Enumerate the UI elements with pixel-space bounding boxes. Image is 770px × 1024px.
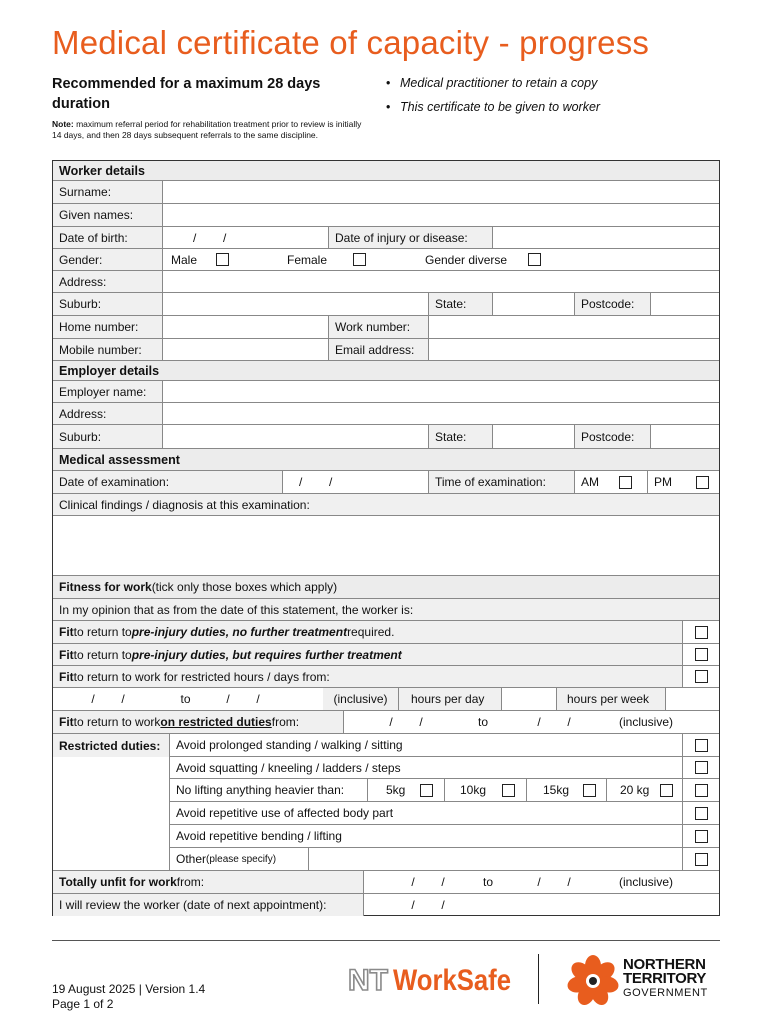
mobile-number-field[interactable] [163, 339, 328, 360]
fit-restricted-hours-label [53, 666, 682, 687]
page-title: Medical certificate of capacity - progress [52, 24, 650, 61]
am-checkbox[interactable] [619, 476, 632, 489]
other-note: (please specify) [206, 853, 277, 865]
footer-divider [52, 940, 720, 941]
gender-diverse-label: Gender diverse [425, 252, 508, 267]
surname-label: Surname: [53, 181, 162, 203]
given-names-field[interactable] [163, 204, 719, 226]
gov-line1: NORTHERN [623, 956, 706, 973]
dob-field[interactable]: / / [193, 230, 227, 245]
employer-address-label: Address: [53, 403, 162, 424]
employer-suburb-field[interactable] [163, 425, 428, 448]
duties-to-label: to [477, 715, 488, 729]
clinical-label-row [53, 494, 719, 516]
fit-restricted-hours-checkbox[interactable] [695, 670, 708, 683]
nt-government-flower-icon [566, 954, 620, 1008]
bullet-retain-copy: • Medical practitioner to retain a copy [400, 76, 597, 90]
weight-20kg-label: 20 kg [620, 783, 650, 797]
restriction-repetitive-use-row [170, 802, 719, 825]
restricted-duties-label: Restricted duties: [53, 734, 169, 757]
restriction-standing-row [170, 734, 719, 757]
fit-no-treatment-row [53, 621, 719, 644]
fitness-heading [53, 576, 337, 598]
employer-state-label: State: [429, 425, 492, 448]
fit1-emphasis: pre-injury duties, no further treatment [131, 625, 348, 639]
opinion-row [53, 599, 719, 621]
fit1-text: to return to [73, 625, 132, 639]
worker-postcode-field[interactable] [651, 293, 719, 315]
employer-suburb-row [53, 425, 719, 449]
employer-address-row [53, 403, 719, 425]
fit-no-treatment-label [53, 621, 682, 643]
home-number-field[interactable] [163, 316, 328, 338]
fit4-end: from: [271, 715, 300, 729]
employer-section-header [53, 361, 719, 381]
fit2-emphasis: pre-injury duties, but requires further treatment [131, 647, 402, 662]
dob-row [53, 227, 719, 249]
restriction-standing-label: Avoid prolonged standing / walking / sitting [176, 738, 403, 752]
dob-label: Date of birth: [53, 227, 162, 248]
version-text: 19 August 2025 | Version 1.4 [52, 982, 206, 996]
weight-15kg-checkbox[interactable] [583, 784, 596, 797]
employer-postcode-field[interactable] [651, 425, 719, 448]
duties-inclusive-label: (inclusive) [619, 715, 674, 729]
hours-per-week-label: hours per week [557, 688, 665, 710]
unfit-to-label: to [482, 875, 493, 889]
fit3-bold: Fit [59, 669, 74, 684]
restriction-bending-label: Avoid repetitive bending / lifting [176, 829, 342, 843]
referral-note [52, 119, 362, 141]
medical-heading: Medical assessment [59, 452, 180, 467]
surname-row [53, 181, 719, 204]
logo-nt-text: NT [348, 964, 388, 997]
mobile-number-row [53, 339, 719, 361]
nt-government-wordmark [623, 958, 708, 1000]
logo-worksafe-text: WorkSafe [393, 964, 511, 997]
review-date[interactable]: / / [411, 898, 445, 912]
am-label: AM [581, 475, 599, 489]
given-names-label: Given names: [53, 204, 162, 226]
fit1-end: required. [347, 625, 395, 639]
ntworksafe-logo [348, 960, 512, 996]
fit4-emphasis: on restricted duties [160, 715, 272, 729]
fitness-section-header [53, 576, 719, 599]
fit-no-treatment-checkbox[interactable] [695, 626, 708, 639]
clinical-findings-field[interactable] [53, 516, 719, 576]
gender-diverse-checkbox[interactable] [528, 253, 541, 266]
clinical-findings-label: Clinical findings / diagnosis at this examination: [59, 497, 310, 512]
restriction-repetitive-use-label: Avoid repetitive use of affected body part [176, 806, 394, 820]
fit3-text: to return to work for restricted hours / days from: [73, 669, 330, 684]
restriction-lifting-checkbox[interactable] [695, 784, 708, 797]
hours-per-week-field[interactable] [666, 688, 719, 710]
hours-from-date[interactable]: / / [91, 692, 125, 706]
worker-state-field[interactable] [493, 293, 574, 315]
review-row [53, 894, 719, 916]
email-label: Email address: [329, 339, 428, 360]
restriction-standing-checkbox[interactable] [695, 739, 708, 752]
work-number-field[interactable] [429, 316, 719, 338]
fit4-bold: Fit [59, 715, 74, 729]
gov-line2: TERRITORY [623, 970, 707, 987]
logo-separator [538, 954, 539, 1004]
unfit-text: from: [176, 875, 205, 889]
employer-state-field[interactable] [493, 425, 574, 448]
exam-date-field[interactable]: / / [299, 475, 333, 489]
worker-heading: Worker details [59, 163, 145, 178]
mobile-number-label: Mobile number: [53, 339, 162, 360]
female-checkbox[interactable] [353, 253, 366, 266]
footer-version-block [52, 982, 205, 1012]
gov-line3: GOVERNMENT [623, 987, 708, 999]
page-number: Page 1 of 2 [52, 997, 114, 1011]
restriction-lifting-row [170, 779, 719, 802]
fit-with-treatment-row [53, 644, 719, 666]
exam-date-row [53, 471, 719, 494]
worker-suburb-label: Suburb: [53, 293, 162, 315]
weight-20kg-checkbox[interactable] [660, 784, 673, 797]
home-number-row [53, 316, 719, 339]
exam-time-label: Time of examination: [429, 471, 574, 493]
hours-per-day-label: hours per day [399, 688, 501, 710]
restriction-other-label [170, 848, 308, 870]
home-number-label: Home number: [53, 316, 162, 338]
surname-field[interactable] [163, 181, 719, 203]
bullet-give-worker: • This certificate to be given to worker [400, 100, 600, 114]
hours-inclusive-label: (inclusive) [323, 688, 398, 710]
hours-to-date[interactable]: / / [226, 692, 260, 706]
fit-with-treatment-label [53, 644, 682, 665]
unfit-row [53, 871, 719, 894]
fit2-bold: Fit [59, 647, 74, 662]
restriction-bending-row [170, 825, 719, 848]
duties-from-date[interactable]: / / [389, 715, 423, 729]
unfit-bold: Totally unfit for work [59, 875, 177, 889]
worker-section-header [53, 161, 719, 181]
gender-row [53, 249, 719, 271]
fitness-heading-bold: Fitness for work [59, 580, 152, 594]
male-label: Male [171, 252, 198, 267]
fit2-text: to return to [73, 647, 132, 662]
restriction-squatting-row [170, 757, 719, 779]
restriction-other-row [170, 848, 719, 871]
worker-address-label: Address: [53, 271, 162, 292]
recommended-duration: Recommended for a maximum 28 days duration [52, 76, 321, 112]
employer-name-label: Employer name: [53, 381, 162, 402]
employer-suburb-label: Suburb: [53, 425, 162, 448]
hours-per-day-field[interactable] [502, 688, 556, 710]
weight-10kg-label: 10kg [460, 783, 487, 797]
employer-heading: Employer details [59, 363, 160, 378]
hours-row [53, 688, 719, 711]
restriction-squatting-checkbox[interactable] [695, 761, 708, 774]
unfit-inclusive-label: (inclusive) [619, 875, 674, 889]
medical-section-header [53, 449, 719, 471]
note-label: Note: [52, 119, 74, 129]
opinion-text: In my opinion that as from the date of this statement, the worker is: [59, 602, 414, 617]
review-label: I will review the worker (date of next appointment): [53, 894, 363, 916]
fit-restricted-duties-label [53, 711, 343, 733]
fitness-heading-note: (tick only those boxes which apply) [151, 580, 338, 594]
unfit-to-date[interactable]: / / [537, 875, 571, 889]
date-of-injury-label: Date of injury or disease: [329, 227, 492, 248]
female-label: Female [287, 252, 328, 267]
weight-5kg-checkbox[interactable] [420, 784, 433, 797]
pm-checkbox[interactable] [696, 476, 709, 489]
male-checkbox[interactable] [216, 253, 229, 266]
other-text: Other [176, 852, 207, 866]
fit-with-treatment-checkbox[interactable] [695, 648, 708, 661]
weight-15kg-label: 15kg [543, 783, 570, 797]
worker-suburb-row [53, 293, 719, 316]
employer-name-field[interactable] [163, 381, 719, 402]
note-text: maximum referral period for rehabilitation treatment prior to review is initially 14 days, and then 28 days subsequent referrals to the same discipline. [52, 119, 362, 140]
fit-restricted-duties-row [53, 711, 719, 734]
weight-10kg-checkbox[interactable] [502, 784, 515, 797]
exam-date-label: Date of examination: [53, 471, 282, 493]
worker-address-row [53, 271, 719, 293]
email-field[interactable] [429, 339, 719, 360]
hours-to-label: to [180, 692, 191, 706]
date-of-injury-field[interactable] [493, 227, 719, 248]
employer-name-row [53, 381, 719, 403]
worker-address-field[interactable] [163, 271, 719, 292]
restriction-other-checkbox[interactable] [695, 853, 708, 866]
duties-to-date[interactable]: / / [537, 715, 571, 729]
worker-postcode-label: Postcode: [575, 293, 650, 315]
employer-postcode-label: Postcode: [575, 425, 650, 448]
worker-state-label: State: [429, 293, 492, 315]
gender-label: Gender: [53, 249, 162, 270]
employer-address-field[interactable] [163, 403, 719, 424]
worker-suburb-field[interactable] [163, 293, 428, 315]
restriction-other-field[interactable] [309, 848, 682, 870]
unfit-label [53, 871, 363, 893]
pm-label: PM [654, 475, 672, 489]
restriction-lifting-label: No lifting anything heavier than: [176, 783, 345, 797]
work-number-label: Work number: [329, 316, 428, 338]
fit-restricted-hours-row [53, 666, 719, 688]
fit1-bold: Fit [59, 625, 74, 639]
unfit-from-date[interactable]: / / [411, 875, 445, 889]
fit4-text: to return to work [73, 715, 161, 729]
given-names-row [53, 204, 719, 227]
restriction-bending-checkbox[interactable] [695, 830, 708, 843]
weight-5kg-label: 5kg [386, 783, 406, 797]
certificate-form [52, 160, 720, 916]
restriction-repetitive-use-checkbox[interactable] [695, 807, 708, 820]
restriction-squatting-label: Avoid squatting / kneeling / ladders / steps [176, 760, 401, 775]
